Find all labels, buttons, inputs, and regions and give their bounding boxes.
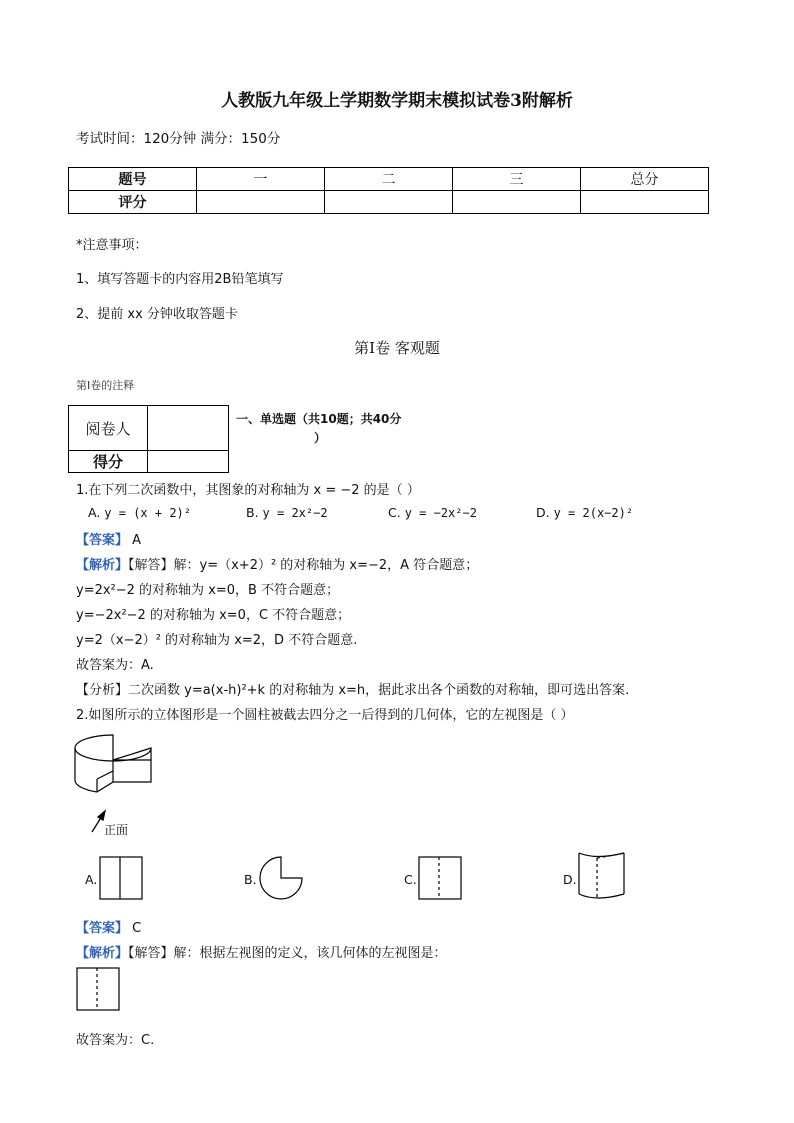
grader-reviewer-cell — [148, 406, 229, 451]
option-a-solid-rect-figure — [99, 856, 145, 900]
grader-table — [68, 405, 229, 473]
score-table-cell: 题号 — [69, 168, 197, 191]
q1-fenxi: 【分析】二次函数 y=a(x-h)²+k 的对称轴为 x=h，据此求出各个函数的对称轴，即可选出答案. — [76, 683, 630, 698]
q1-conclusion: 故答案为：A. — [76, 658, 154, 673]
score-cell — [581, 191, 709, 214]
q2-solution-figure — [76, 967, 122, 1013]
q2-option-a[interactable]: A. — [85, 872, 98, 887]
notes-item: 2、提前 xx 分钟收取答题卡 — [76, 307, 238, 322]
score-table-cell: 二 — [325, 168, 453, 191]
q1-option-a[interactable]: A. y = (x + 2)² — [88, 505, 191, 520]
q2-analysis: 【解析】【解答】解：根据左视图的定义，该几何体的左视图是： — [76, 946, 447, 961]
score-table-row-label: 评分 — [69, 191, 197, 214]
q1-option-d[interactable]: D. y = 2(x−2)² — [536, 505, 634, 520]
q2-option-d[interactable]: D. — [563, 872, 577, 887]
exam-info: 考试时间：120分钟 满分：150分 — [76, 131, 281, 147]
score-table-row — [69, 191, 709, 214]
grader-reviewer-label: 阅卷人 — [69, 406, 148, 451]
score-table — [68, 167, 709, 214]
score-table-cell: 一 — [197, 168, 325, 191]
front-view-label: 正面 — [104, 823, 129, 837]
score-cell — [197, 191, 325, 214]
notes-item: 1、填写答题卡的内容用2B铅笔填写 — [76, 272, 284, 287]
q2-option-c[interactable]: C. — [404, 872, 417, 887]
section-title: 第Ⅰ卷 客观题 — [354, 339, 440, 357]
option-d-curved-figure — [576, 850, 628, 902]
score-table-cell: 三 — [453, 168, 581, 191]
q2-conclusion: 故答案为：C. — [76, 1033, 155, 1048]
section-note: 第Ⅰ卷的注释 — [76, 379, 135, 392]
question-1-stem: 1.在下列二次函数中，其图象的对称轴为 x = −2 的是（ ） — [76, 483, 420, 498]
question-2-stem: 2.如图所示的立体图形是一个圆柱被截去四分之一后得到的几何体，它的左视图是（ ） — [76, 708, 574, 723]
score-cell — [325, 191, 453, 214]
score-table-header-row — [69, 168, 709, 191]
option-c-dashed-rect-figure — [418, 856, 464, 900]
q1-analysis-line: y=2x²−2 的对称轴为 x=0，B 不符合题意； — [76, 583, 340, 598]
q2-answer: 【答案】 C — [76, 921, 142, 936]
q2-option-b[interactable]: B. — [244, 872, 257, 887]
part-heading: 一、单选题（共10题；共40分 ） — [236, 412, 402, 445]
grader-score-cell — [148, 451, 229, 473]
score-cell — [453, 191, 581, 214]
q1-analysis-line: y=2（x−2）² 的对称轴为 x=2，D 不符合题意. — [76, 633, 358, 648]
q1-option-c[interactable]: C. y = −2x²−2 — [388, 505, 477, 520]
notes-heading: *注意事项： — [76, 238, 148, 253]
option-b-sector-figure — [258, 854, 306, 902]
document-title: 人教版九年级上学期数学期末模拟试卷3附解析 — [221, 91, 573, 111]
q1-analysis-line: 【解析】【解答】解：y=（x+2）² 的对称轴为 x=−2，A 符合题意； — [76, 558, 479, 573]
q1-analysis-line: y=−2x²−2 的对称轴为 x=0，C 不符合题意； — [76, 608, 351, 623]
q1-answer: 【答案】 A — [76, 533, 142, 548]
score-table-cell: 总分 — [581, 168, 709, 191]
q1-option-b[interactable]: B. y = 2x²−2 — [246, 505, 328, 520]
grader-score-label: 得分 — [69, 451, 148, 473]
